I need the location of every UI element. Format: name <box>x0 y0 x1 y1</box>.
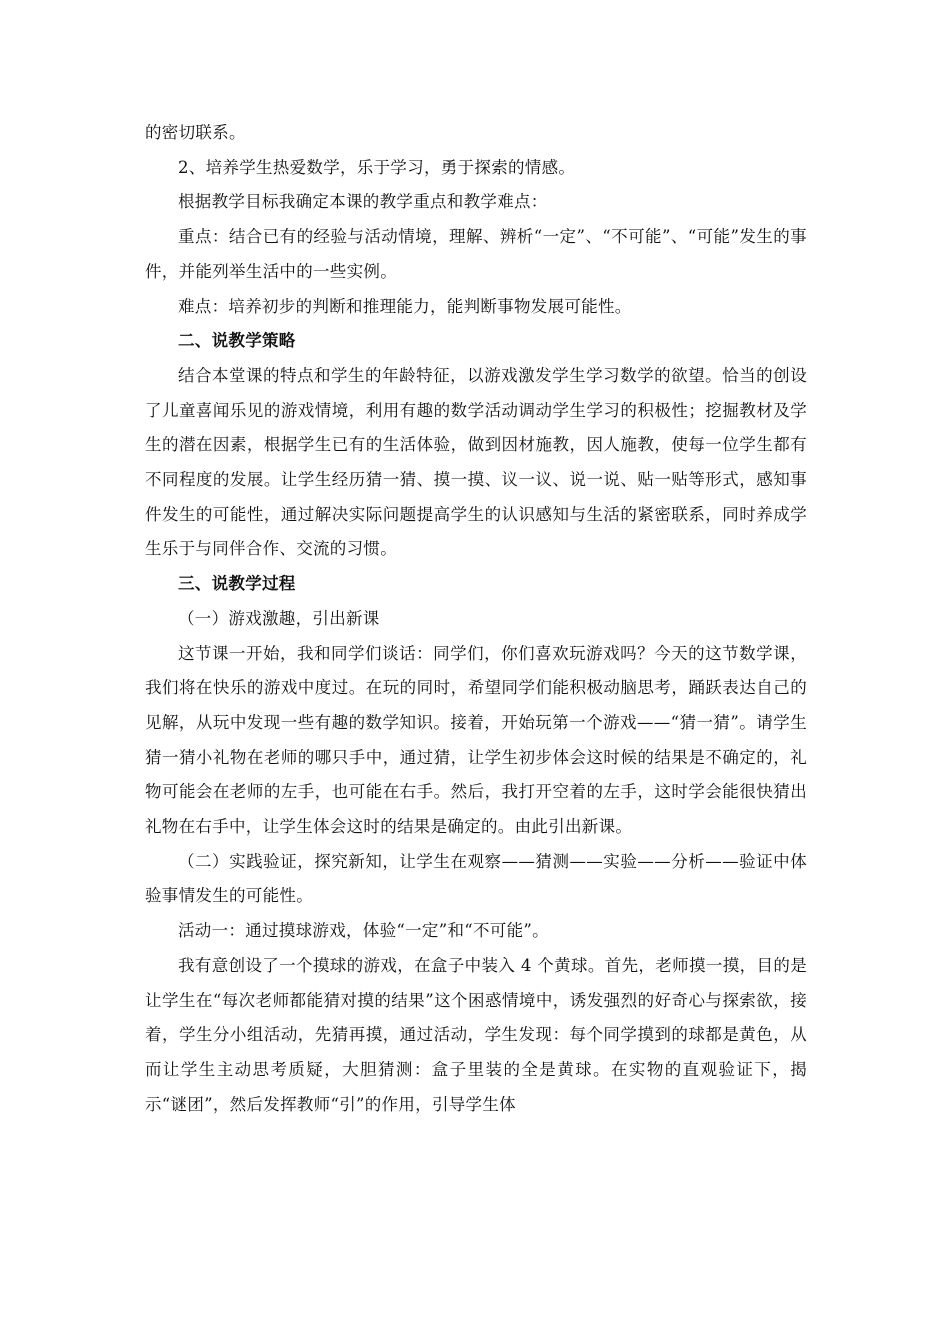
paragraph-game-intro: 这节课一开始，我和同学们谈话：同学们，你们喜欢玩游戏吗？今天的这节数学课，我们将在快乐的游戏中度过。在玩的同时，希望同学们能积极动脑思考，踊跃表达自己的见解，从玩中发现一些有趣的数学知识。接着，开始玩第一个游戏——“猜一猜”。请学生猜一猜小礼物在老师的哪只手中，通过猜，让学生初步体会这时候的结果是不确定的，礼物可能会在老师的左手，也可能在右手。然后，我打开空着的左手，这时学会能很快猜出礼物在右手中，让学生体会这时的结果是确定的。由此引出新课。 <box>145 643 807 837</box>
document-page <box>145 116 807 1122</box>
paragraph-activity-1: 活动一：通过摸球游戏，体验“一定”和“不可能”。 <box>178 921 549 941</box>
paragraph-focus-intro: 根据教学目标我确定本课的教学重点和教学难点： <box>178 192 548 212</box>
paragraph-difficulty: 难点：培养初步的判断和推理能力，能判断事物发展可能性。 <box>178 296 632 316</box>
section-heading-process: 三、说教学过程 <box>178 574 296 594</box>
paragraph-continuation: 的密切联系。 <box>145 123 246 142</box>
subheading-game-intro: （一）游戏激趣，引出新课 <box>178 608 380 628</box>
paragraph-objective-2: 2、培养学生热爱数学，乐于学习，勇于探索的情感。 <box>178 157 576 177</box>
paragraph-ball-game: 我有意创设了一个摸球的游戏，在盒子中装入 4 个黄球。首先，老师摸一摸，目的是让学生在“每次老师都能猜对摸的结果”这个困惑情境中，诱发强烈的好奇心与探索欲，接着，学生分小组活动，先猜再摸，通过活动，学生发现：每个同学摸到的球都是黄色，从而让学生主动思考质疑，大胆猜测：盒子里装的全是黄球。在实物的直观验证下，揭示“谜团”，然后发挥教师“引”的作用，引导学生体 <box>145 955 807 1114</box>
paragraph-strategy: 结合本堂课的特点和学生的年龄特征，以游戏激发学生学习数学的欲望。恰当的创设了儿童喜闻乐见的游戏情境，利用有趣的数学活动调动学生学习的积极性；挖掘教材及学生的潜在因素，根据学生已有的生活体验，做到因材施教，因人施教，使每一位学生都有不同程度的发展。让学生经历猜一猜、摸一摸、议一议、说一说、贴一贴等形式，感知事件发生的可能性，通过解决实际问题提高学生的认识感知与生活的紧密联系，同时养成学生乐于与同伴合作、交流的习惯。 <box>145 365 807 559</box>
subheading-practice: （二）实践验证，探究新知，让学生在观察——猜测——实验——分析——验证中体验事情发生的可能性。 <box>145 851 807 906</box>
paragraph-key-point: 重点：结合已有的经验与活动情境，理解、辨析“一定”、“不可能”、“可能”发生的事件，并能列举生活中的一些实例。 <box>145 227 807 281</box>
section-heading-strategy: 二、说教学策略 <box>178 331 296 351</box>
